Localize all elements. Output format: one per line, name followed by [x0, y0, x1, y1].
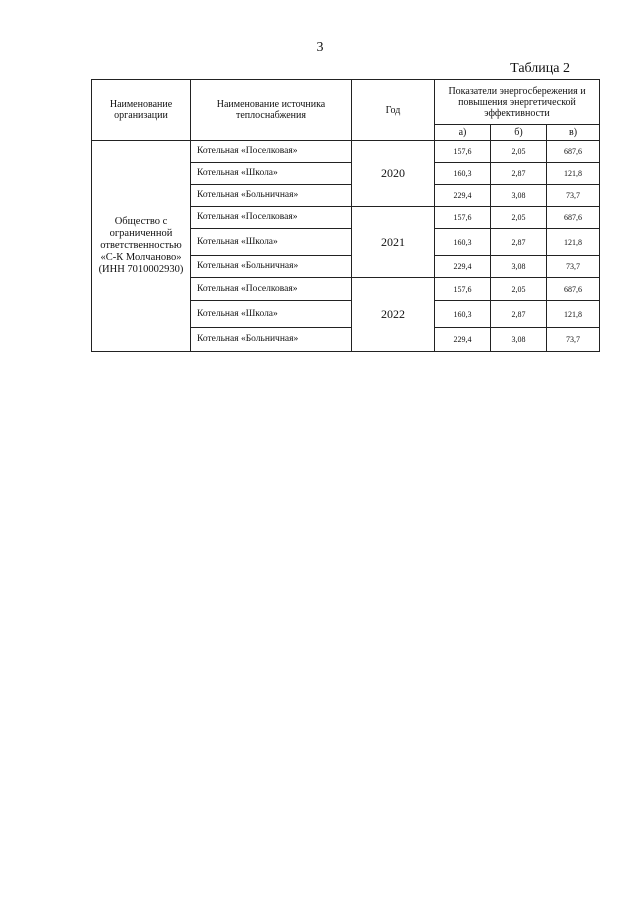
value-a-cell: 160,3	[435, 301, 491, 328]
value-a-cell: 160,3	[435, 163, 491, 185]
value-c-cell: 121,8	[547, 229, 600, 256]
value-c-cell: 73,7	[547, 185, 600, 207]
value-b-cell: 2,05	[491, 207, 547, 229]
header-org: Наименование организации	[92, 80, 191, 141]
value-b-cell: 2,87	[491, 229, 547, 256]
value-b-cell: 2,05	[491, 141, 547, 163]
year-cell: 2021	[352, 207, 435, 278]
header-col-b: б)	[491, 125, 547, 141]
value-a-cell: 157,6	[435, 278, 491, 301]
page-number: 3	[316, 40, 324, 55]
source-cell: Котельная «Больничная»	[191, 256, 352, 278]
value-c-cell: 121,8	[547, 163, 600, 185]
value-c-cell: 121,8	[547, 301, 600, 328]
value-c-cell: 687,6	[547, 141, 600, 163]
value-c-cell: 73,7	[547, 256, 600, 278]
source-cell: Котельная «Больничная»	[191, 185, 352, 207]
header-year: Год	[352, 80, 435, 141]
value-b-cell: 3,08	[491, 185, 547, 207]
value-b-cell: 2,87	[491, 163, 547, 185]
value-c-cell: 73,7	[547, 328, 600, 352]
source-cell: Котельная «Школа»	[191, 229, 352, 256]
table-caption: Таблица 2	[510, 61, 570, 76]
value-a-cell: 160,3	[435, 229, 491, 256]
organization-cell: Общество с ограниченной ответственностью «С-К Молчаново» (ИНН 7010002930)	[92, 141, 191, 352]
value-b-cell: 2,87	[491, 301, 547, 328]
value-a-cell: 229,4	[435, 328, 491, 352]
indicators-table	[91, 79, 600, 352]
table-row	[92, 141, 600, 163]
header-col-a: а)	[435, 125, 491, 141]
value-b-cell: 2,05	[491, 278, 547, 301]
header-source: Наименование источника теплоснабжения	[191, 80, 352, 141]
source-cell: Котельная «Поселковая»	[191, 278, 352, 301]
value-a-cell: 229,4	[435, 185, 491, 207]
source-cell: Котельная «Больничная»	[191, 328, 352, 352]
value-c-cell: 687,6	[547, 207, 600, 229]
value-a-cell: 157,6	[435, 141, 491, 163]
value-b-cell: 3,08	[491, 328, 547, 352]
value-a-cell: 229,4	[435, 256, 491, 278]
header-col-c: в)	[547, 125, 600, 141]
source-cell: Котельная «Поселковая»	[191, 207, 352, 229]
year-cell: 2020	[352, 141, 435, 207]
source-cell: Котельная «Поселковая»	[191, 141, 352, 163]
value-a-cell: 157,6	[435, 207, 491, 229]
header-indicators: Показатели энергосбережения и повышения энергетической эффективности	[435, 80, 600, 125]
source-cell: Котельная «Школа»	[191, 163, 352, 185]
value-b-cell: 3,08	[491, 256, 547, 278]
value-c-cell: 687,6	[547, 278, 600, 301]
source-cell: Котельная «Школа»	[191, 301, 352, 328]
year-cell: 2022	[352, 278, 435, 352]
